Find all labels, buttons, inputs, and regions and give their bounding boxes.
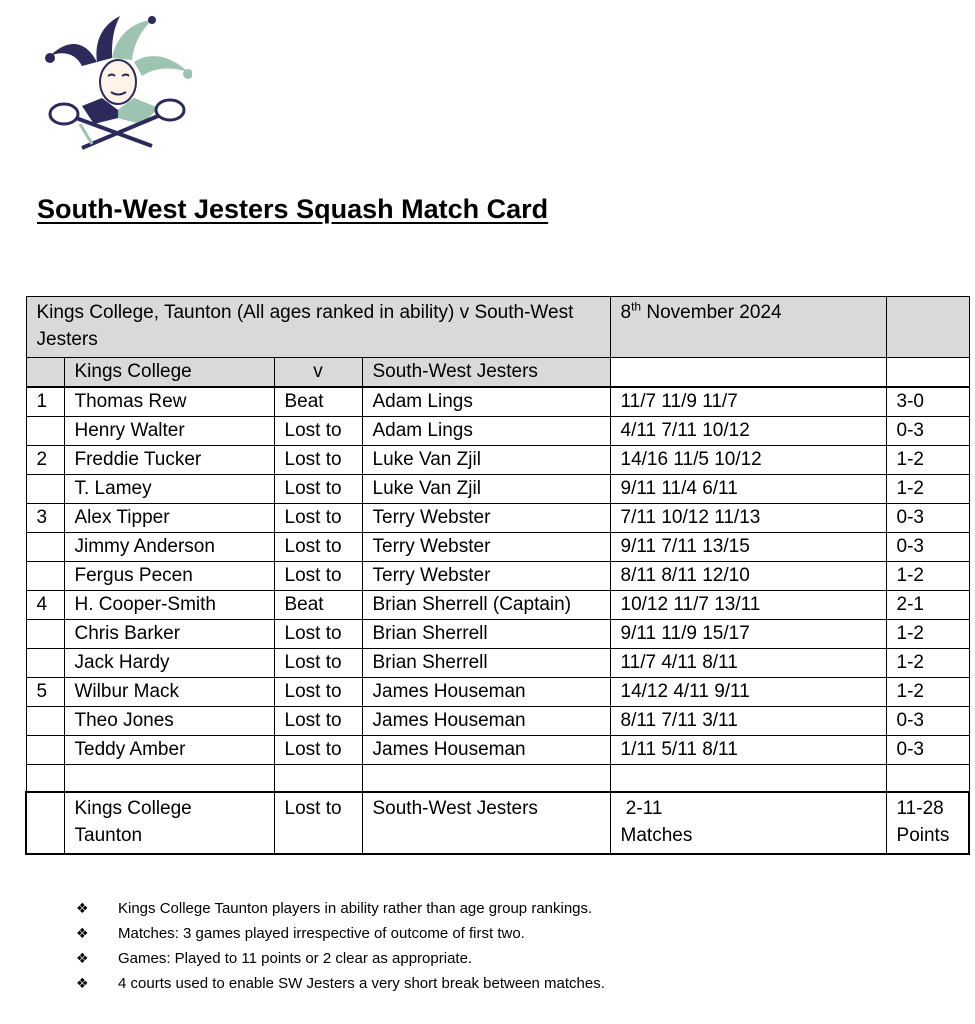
- note-item: [70, 946, 605, 971]
- result-cell: Lost to: [274, 446, 362, 475]
- match-outcome: 2-1: [886, 591, 969, 620]
- away-player: Brian Sherrell: [362, 620, 610, 649]
- note-item: [70, 971, 605, 996]
- result-cell: Lost to: [274, 475, 362, 504]
- game-scores: 7/11 10/12 11/13: [610, 504, 886, 533]
- match-row: [26, 475, 969, 504]
- diamond-bullet-icon: ❖: [76, 975, 89, 991]
- rank-cell: [26, 649, 64, 678]
- match-row: [26, 446, 969, 475]
- match-date: 8th November 2024: [610, 297, 886, 358]
- rank-cell: 5: [26, 678, 64, 707]
- result-cell: Beat: [274, 591, 362, 620]
- diamond-bullet-icon: ❖: [76, 900, 89, 916]
- scores-header-cell: [610, 358, 886, 388]
- match-row: [26, 562, 969, 591]
- game-scores: 14/16 11/5 10/12: [610, 446, 886, 475]
- match-row: [26, 387, 969, 417]
- home-player: Freddie Tucker: [64, 446, 274, 475]
- note-text: Kings College Taunton players in ability rather than age group rankings.: [118, 900, 593, 917]
- away-player: Brian Sherrell (Captain): [362, 591, 610, 620]
- match-row: [26, 649, 969, 678]
- rank-cell: 1: [26, 387, 64, 417]
- match-row: [26, 504, 969, 533]
- home-player: Alex Tipper: [64, 504, 274, 533]
- home-team-header: Kings College: [64, 358, 274, 388]
- diamond-bullet-icon: ❖: [76, 925, 89, 941]
- match-outcome: 0-3: [886, 736, 969, 765]
- total-result: Lost to: [274, 792, 362, 854]
- rank-cell: [26, 707, 64, 736]
- away-player: James Houseman: [362, 707, 610, 736]
- home-player: T. Lamey: [64, 475, 274, 504]
- game-scores: 9/11 11/4 6/11: [610, 475, 886, 504]
- total-row: [26, 792, 969, 854]
- match-row: [26, 678, 969, 707]
- result-cell: Lost to: [274, 533, 362, 562]
- game-scores: 9/11 7/11 13/15: [610, 533, 886, 562]
- away-player: Adam Lings: [362, 417, 610, 446]
- match-row: [26, 620, 969, 649]
- note-item: [70, 921, 605, 946]
- note-text: Matches: 3 games played irrespective of outcome of first two.: [118, 925, 525, 942]
- match-outcome: 0-3: [886, 707, 969, 736]
- match-outcome: 1-2: [886, 678, 969, 707]
- match-outcome: 1-2: [886, 620, 969, 649]
- result-cell: Lost to: [274, 417, 362, 446]
- rank-cell: [26, 475, 64, 504]
- rank-cell: [26, 620, 64, 649]
- rank-cell: 3: [26, 504, 64, 533]
- away-player: Terry Webster: [362, 562, 610, 591]
- result-cell: Lost to: [274, 562, 362, 591]
- match-outcome: 0-3: [886, 417, 969, 446]
- home-player: Thomas Rew: [64, 387, 274, 417]
- header-empty-cell: [886, 297, 969, 358]
- away-player: Terry Webster: [362, 504, 610, 533]
- result-cell: Beat: [274, 387, 362, 417]
- match-outcome: 1-2: [886, 446, 969, 475]
- home-player: Wilbur Mack: [64, 678, 274, 707]
- away-player: James Houseman: [362, 678, 610, 707]
- match-outcome: 3-0: [886, 387, 969, 417]
- game-scores: 8/11 8/11 12/10: [610, 562, 886, 591]
- total-home-team: Kings College Taunton: [64, 792, 274, 854]
- match-row: [26, 707, 969, 736]
- home-player: Chris Barker: [64, 620, 274, 649]
- result-cell: Lost to: [274, 620, 362, 649]
- game-scores: 14/12 4/11 9/11: [610, 678, 886, 707]
- away-player: Brian Sherrell: [362, 649, 610, 678]
- match-outcome: 0-3: [886, 504, 969, 533]
- note-text: Games: Played to 11 points or 2 clear as appropriate.: [118, 950, 473, 967]
- match-outcome: 1-2: [886, 562, 969, 591]
- page-title: South-West Jesters Squash Match Card: [37, 194, 549, 224]
- fixture-title: Kings College, Taunton (All ages ranked in ability) v South-West Jesters: [26, 297, 610, 358]
- game-scores: 10/12 11/7 13/11: [610, 591, 886, 620]
- away-player: Adam Lings: [362, 387, 610, 417]
- away-player: Terry Webster: [362, 533, 610, 562]
- game-scores: 4/11 7/11 10/12: [610, 417, 886, 446]
- home-player: Fergus Pecen: [64, 562, 274, 591]
- home-player: H. Cooper-Smith: [64, 591, 274, 620]
- home-player: Jack Hardy: [64, 649, 274, 678]
- game-scores: 9/11 11/9 15/17: [610, 620, 886, 649]
- away-team-header: South-West Jesters: [362, 358, 610, 388]
- result-cell: Lost to: [274, 504, 362, 533]
- home-player: Theo Jones: [64, 707, 274, 736]
- away-player: James Houseman: [362, 736, 610, 765]
- match-outcome: 1-2: [886, 649, 969, 678]
- total-rank-cell: [26, 792, 64, 854]
- spacer-row: [26, 765, 969, 793]
- game-scores: 1/11 5/11 8/11: [610, 736, 886, 765]
- match-row: [26, 417, 969, 446]
- outcome-header-cell: [886, 358, 969, 388]
- total-points: 11-28 Points: [886, 792, 969, 854]
- result-cell: Lost to: [274, 649, 362, 678]
- rank-cell: [26, 736, 64, 765]
- rank-cell: 2: [26, 446, 64, 475]
- note-text: 4 courts used to enable SW Jesters a very short break between matches.: [118, 975, 605, 992]
- rank-cell: [26, 417, 64, 446]
- home-player: Jimmy Anderson: [64, 533, 274, 562]
- total-matches: 2-11 Matches: [610, 792, 886, 854]
- rank-cell: [26, 533, 64, 562]
- match-row: [26, 533, 969, 562]
- rank-cell: 4: [26, 591, 64, 620]
- match-row: [26, 736, 969, 765]
- away-player: Luke Van Zjil: [362, 446, 610, 475]
- match-outcome: 1-2: [886, 475, 969, 504]
- match-card-table: [25, 296, 970, 855]
- home-player: Henry Walter: [64, 417, 274, 446]
- home-player: Teddy Amber: [64, 736, 274, 765]
- result-cell: Lost to: [274, 678, 362, 707]
- result-cell: Lost to: [274, 736, 362, 765]
- notes-list: [70, 896, 605, 996]
- rank-cell: [26, 562, 64, 591]
- rank-header-cell: [26, 358, 64, 388]
- note-item: [70, 896, 605, 921]
- versus-header: v: [274, 358, 362, 388]
- fixture-header-row: [26, 297, 969, 358]
- away-player: Luke Van Zjil: [362, 475, 610, 504]
- match-row: [26, 591, 969, 620]
- game-scores: 11/7 11/9 11/7: [610, 387, 886, 417]
- game-scores: 8/11 7/11 3/11: [610, 707, 886, 736]
- total-away-team: South-West Jesters: [362, 792, 610, 854]
- match-outcome: 0-3: [886, 533, 969, 562]
- column-header-row: [26, 358, 969, 388]
- result-cell: Lost to: [274, 707, 362, 736]
- jester-logo: [42, 14, 192, 154]
- diamond-bullet-icon: ❖: [76, 950, 89, 966]
- game-scores: 11/7 4/11 8/11: [610, 649, 886, 678]
